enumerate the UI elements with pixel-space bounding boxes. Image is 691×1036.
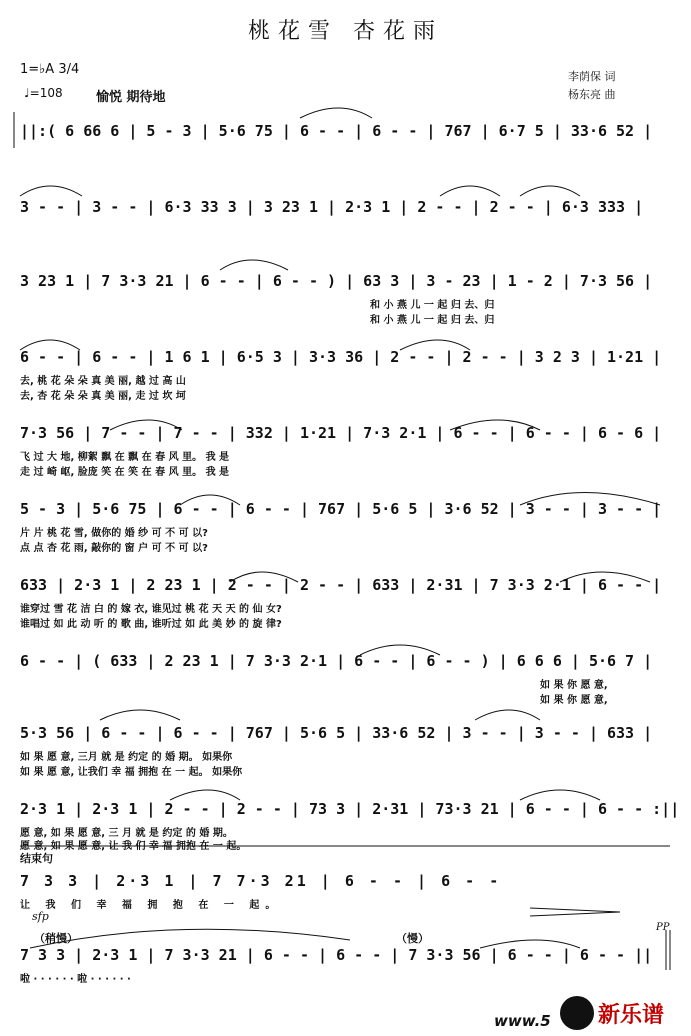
lyric-row-6-verse-2: 点 点 杏 花 雨, 敲你的 窗 户 可 不 可 以? <box>20 543 208 554</box>
notation-row-coda: 7 3 3 | 2·3 1 | 7 3·3 21 | 6 - - | 6 - - | 7 3·3 56 | 6 - - | 6 - - || <box>20 946 653 964</box>
song-title: 桃花雪 杏花雨 <box>248 19 443 44</box>
notation-row-1: ||:( 6 66 6 | 5 - 3 | 5·6 75 | 6 - - | 6 - - | 767 | 6·7 5 | 33·6 52 | <box>20 122 653 140</box>
notation-row-2: 3 - - | 3 - - | 6·3 33 3 | 3 23 1 | 2·3 1 | 2 - - | 2 - - | 6·3 333 | <box>20 198 644 216</box>
lyric-row-9-verse-2: 如 果 愿 意, 让我们 幸 福 拥抱 在 一 起。 如果你 <box>20 767 243 778</box>
notation-row-ending: 7 3 3 | 2·3 1 | 7 7·3 21 | 6 - - | 6 - - <box>20 872 502 890</box>
lyric-row-10-verse-2: 愿 意, 如 果 愿 意, 让 我 们 幸 福 拥抱 在 一 起。 <box>20 841 247 852</box>
notation-row-10: 2·3 1 | 2·3 1 | 2 - - | 2 - - | 73 3 | 2·31 | 73·3 21 | 6 - - | 6 - - :|| <box>20 800 680 818</box>
lyric-row-4-verse-1: 去, 桃 花 朵 朵 真 美 丽, 越 过 高 山 <box>20 376 186 387</box>
tempo-marking: ♩=108 <box>24 86 63 100</box>
lyric-row-10-verse-1: 愿 意, 如 果 愿 意, 三 月 就 是 约定 的 婚 期。 <box>20 828 233 839</box>
lyric-row-4-verse-2: 去, 杏 花 朵 朵 真 美 丽, 走 过 坎 坷 <box>20 391 186 402</box>
lyric-row-8-verse-1: 如 果 你 愿 意, <box>540 680 608 691</box>
lyric-row-7-verse-2: 谁唱过 如 此 动 听 的 歌 曲, 谁听过 如 此 美 妙 的 旋 律? <box>20 619 282 630</box>
notation-row-6: 5 - 3 | 5·6 75 | 6 - - | 6 - - | 767 | 5·6 5 | 3·6 52 | 3 - - | 3 - - | <box>20 500 662 518</box>
dynamic-pp: PP <box>656 922 670 933</box>
notation-row-4: 6 - - | 6 - - | 1 6 1 | 6·5 3 | 3·3 36 | 2 - - | 2 - - | 3 2 3 | 1·21 | <box>20 348 662 366</box>
notation-row-8: 6 - - | ( 633 | 2 23 1 | 7 3·3 2·1 | 6 - - | 6 - - ) | 6 6 6 | 5·6 7 | <box>20 652 653 670</box>
lyric-row-5-verse-2: 走 过 崎 岖, 脸庞 笑 在 笑 在 春 风 里。 我 是 <box>20 467 230 478</box>
lyric-row-9-verse-1: 如 果 愿 意, 三月 就 是 约定 的 婚 期。 如果你 <box>20 752 233 763</box>
notation-row-5: 7·3 56 | 7 - - | 7 - - | 332 | 1·21 | 7·3 2·1 | 6 - - | 6 - - | 6 - 6 | <box>20 424 662 442</box>
tempo-slightly-slower: （稍慢） <box>34 932 78 945</box>
lyric-row-7-verse-1: 谁穿过 雪 花 洁 白 的 嫁 衣, 谁见过 桃 花 天 天 的 仙 女? <box>20 604 282 615</box>
composer-credit: 杨东亮 曲 <box>568 88 616 101</box>
notation-row-7: 633 | 2·3 1 | 2 23 1 | 2 - - | 2 - - | 633 | 2·31 | 7 3·3 2·1 | 6 - - | <box>20 576 662 594</box>
lyric-row-coda: 啦 · · · · · · 啦 · · · · · · <box>20 974 131 985</box>
logo-icon <box>560 996 594 1030</box>
lyric-row-6-verse-1: 片 片 桃 花 雪, 做你的 婚 纱 可 不 可 以? <box>20 528 208 539</box>
ending-section-label: 结束句 <box>20 852 53 865</box>
lyricist-credit: 李荫保 词 <box>568 70 616 83</box>
lyric-row-ending: 让 我 们 幸 福 拥 抱 在 一 起。 <box>20 900 282 911</box>
watermark-url: www.5 <box>494 1012 551 1030</box>
tempo-slower: （慢） <box>396 932 429 945</box>
site-logo-text: 新乐谱 <box>598 1003 665 1028</box>
expression-marking: 愉悦 期待地 <box>96 90 166 105</box>
lyric-row-5-verse-1: 飞 过 大 地, 柳絮 飘 在 飘 在 春 风 里。 我 是 <box>20 452 230 463</box>
notation-row-9: 5·3 56 | 6 - - | 6 - - | 767 | 5·6 5 | 33·6 52 | 3 - - | 3 - - | 633 | <box>20 724 653 742</box>
lyric-row-8-verse-2: 如 果 你 愿 意, <box>540 695 608 706</box>
dynamic-sfp: sfp <box>32 910 49 923</box>
lyric-row-3-verse-2: 和 小 燕 儿 一 起 归 去、归 <box>370 315 495 326</box>
key-signature: 1=♭A 3/4 <box>20 62 80 77</box>
lyric-row-3-verse-1: 和 小 燕 儿 一 起 归 去、归 <box>370 300 495 311</box>
notation-row-3: 3 23 1 | 7 3·3 21 | 6 - - | 6 - - ) | 63 3 | 3 - 23 | 1 - 2 | 7·3 56 | <box>20 272 653 290</box>
